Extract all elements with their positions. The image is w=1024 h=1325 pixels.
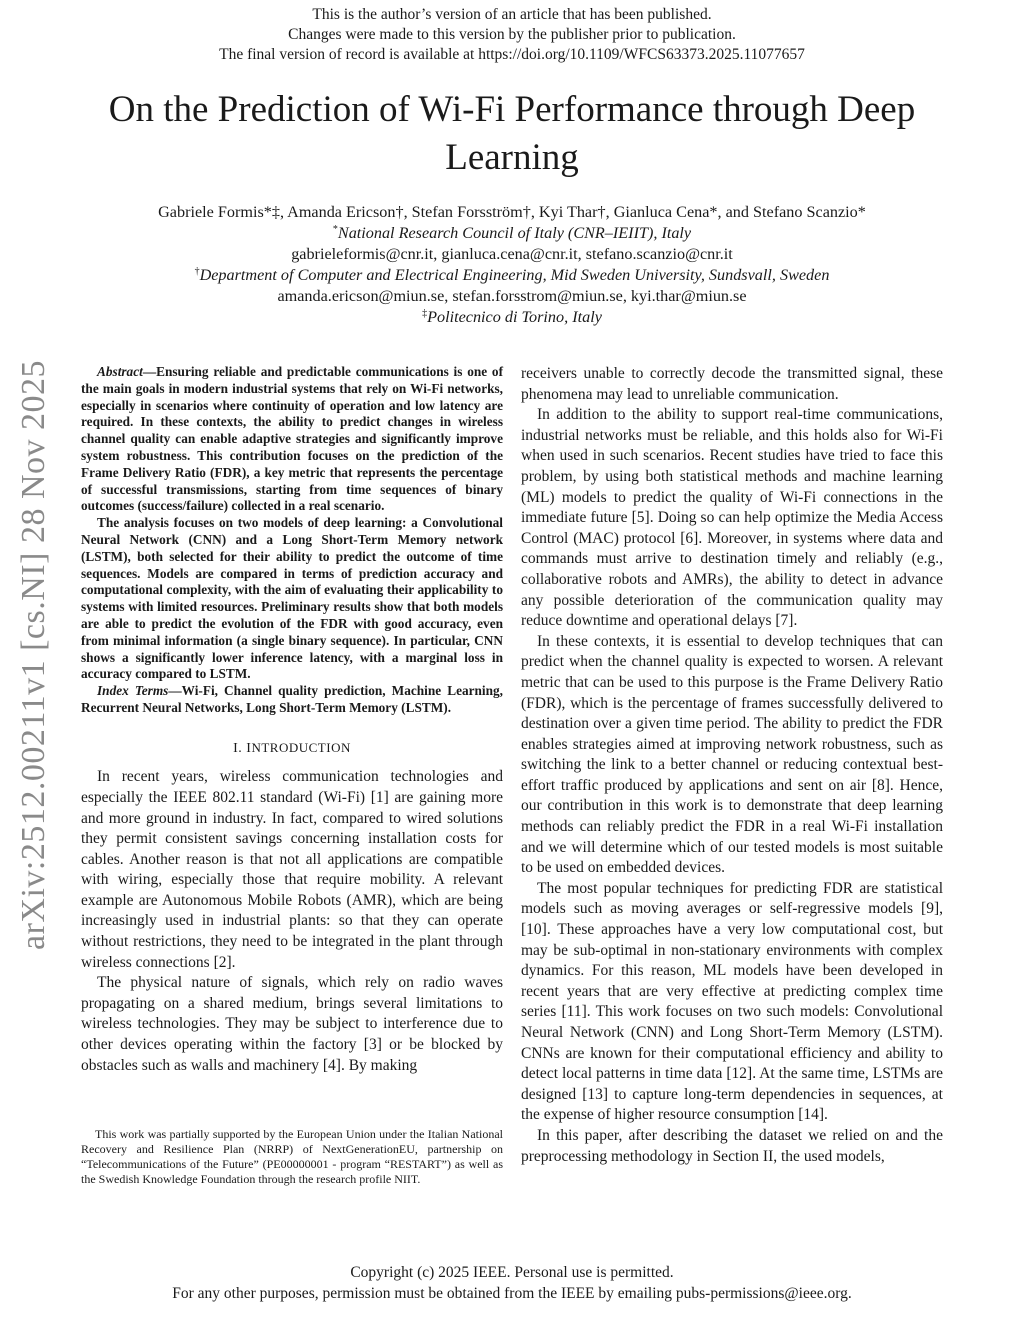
affiliation-2-mark: † <box>194 266 200 277</box>
section-heading-numeral: I. I <box>233 740 252 756</box>
introduction-body <box>81 767 503 1076</box>
funding-footnote <box>81 1127 503 1187</box>
affiliation-2 <box>0 265 1024 286</box>
index-terms <box>81 683 503 717</box>
notice-line-1: This is the author’s version of an article that has been published. <box>312 6 712 23</box>
affiliation-3-mark: ‡ <box>422 308 428 319</box>
affiliation-1 <box>0 223 1024 244</box>
author-block <box>0 202 1024 328</box>
publication-notice <box>0 5 1024 65</box>
arxiv-watermark: arXiv:2512.00211v1 [cs.NI] 28 Nov 2025 <box>15 360 52 950</box>
affiliation-3 <box>0 307 1024 328</box>
abstract-paragraph-1 <box>81 364 503 515</box>
index-terms-text: —Wi-Fi, Channel quality prediction, Machine Learning, Recurrent Neural Networks, Long Short-Term Memory (LSTM). <box>81 683 503 715</box>
copyright-notice <box>0 1262 1024 1304</box>
index-terms-label: Index Terms <box>97 683 169 699</box>
paper-title: On the Prediction of Wi-Fi Performance through Deep Learning <box>108 89 916 178</box>
abstract-label: Abstract <box>97 364 143 379</box>
left-column <box>81 364 503 1076</box>
affiliation-2-emails: amanda.ericson@miun.se, stefan.forsstrom@miun.se, kyi.thar@miun.se <box>277 287 747 305</box>
abstract-paragraph-2: The analysis focuses on two models of deep learning: a Convolutional Neural Network (CNN) and a Long Short-Term Memory network (LSTM), both selected for their ability to predict the outcome of time sequences. Models are compared in terms of prediction accuracy and computational complexity, with the aim of evaluating their applicability to systems with limited resources. Preliminary results show that both models are able to predict the evolution of the FDR with good accuracy, even from minimal information (a single binary sequence). In particular, CNN shows a significantly lower inference latency, with a marginal loss in accuracy compared to LSTM. <box>81 515 503 682</box>
intro-paragraph-1: In recent years, wireless communication technologies and especially the IEEE 802.11 standard (Wi-Fi) [1] are gaining more and more ground in industry. In fact, compared to wired solutions they permit consistent savings concerning installation costs for cables. Another reason is that not all applications are compatible with wiring, especially those that require mobility. A relevant example are Autonomous Mobile Robots (AMR), which are being increasingly used in industrial plants: so that they can operate without restrictions, they need to be integrated in the plant through wireless connections [2]. <box>81 768 503 971</box>
copyright-line-1: Copyright (c) 2025 IEEE. Personal use is permitted. <box>350 1264 674 1281</box>
section-heading-text: NTRODUCTION <box>251 739 351 755</box>
affiliation-1-emails: gabrieleformis@cnr.it, gianluca.cena@cnr.it, stefano.scanzio@cnr.it <box>291 245 733 263</box>
affiliation-1-name: National Research Council of Italy (CNR–IEIIT), Italy <box>337 224 692 242</box>
right-paragraph-3: The most popular techniques for predicting FDR are statistical models such as moving averages or self-regressive models [9], [10]. These approaches have a very low computational cost, but may be sub-optimal in non-stationary environments with complex dynamics. For this reason, ML models have been developed in recent years that are very effective at predicting complex time series [11]. This work focuses on two such models: Convolutional Neural Network (CNN) and Long Short-Term Memory (LSTM). CNNs are known for their computational efficiency and ability to detect local patterns in time data [12]. At the same time, LSTMs are designed [13] to capture long-term dependencies in sequences, at the expense of higher resource consumption [14]. <box>521 879 943 1124</box>
right-paragraph-2: In these contexts, it is essential to develop techniques that can predict when the channel quality is expected to worsen. A relevant metric that can be used to this purpose is the Frame Delivery Ratio (FDR), which is the percentage of frames successfully delivered to destination over a given time period. The ability to predict the FDR enables strategies aimed at improving network robustness, such as switching the link to a better channel or reducing contextual best-effort traffic produced by applications and sent on air [8]. Hence, our contribution in this work is to demonstrate that deep learning methods can reliably predict the FDR in a real Wi-Fi installation and we will determine which of our tested models is most suitable to be used on embedded devices. <box>521 632 943 877</box>
intro-paragraph-2: The physical nature of signals, which rely on radio waves propagating on a shared medium, brings several limitations to wireless technologies. They may be subject to interference due to other devices operating within the factory [3] or be blocked by obstacles such as walls and machinery [4]. By making <box>81 974 503 1074</box>
affiliation-3-name: Politecnico di Torino, Italy <box>427 308 602 326</box>
footnote-text: This work was partially supported by the European Union under the Italian National Recovery and Resilience Plan (NRRP) of NextGenerationEU, partnership on “Telecommunications of the Future” (PE00000001 - program “RESTART”) as well as the Swedish Knowledge Foundation through the research profile NIIT. <box>81 1127 503 1186</box>
author-names: Gabriele Formis*‡, Amanda Ericson†, Stefan Forsström†, Kyi Thar†, Gianluca Cena*, and Stefano Scanzio* <box>158 203 866 221</box>
right-paragraph-0: receivers unable to correctly decode the transmitted signal, these phenomena may lead to unreliable communication. <box>521 365 943 403</box>
abstract-text: —Ensuring reliable and predictable communications is one of the main goals in modern industrial systems that rely on Wi-Fi networks, especially in scenarios where continuity of operation and low latency are required. In these contexts, the ability to predict changes in wireless channel quality can enable adaptive strategies and significantly improve system robustness. This contribution focuses on the prediction of the Frame Delivery Ratio (FDR), a key metric that represents the percentage of successful transmissions, starting from time sequences of binary outcomes (success/failure) collected in a real scenario. <box>81 364 503 514</box>
section-heading-introduction <box>81 738 503 760</box>
right-paragraph-4: In this paper, after describing the dataset we relied on and the preprocessing methodology in Section II, the used models, <box>521 1126 943 1165</box>
right-column <box>521 364 943 1167</box>
abstract <box>81 364 503 717</box>
affiliation-1-mark: * <box>332 224 338 235</box>
copyright-line-2: For any other purposes, permission must be obtained from the IEEE by emailing pubs-permissions@ieee.org. <box>172 1285 852 1302</box>
notice-line-2: Changes were made to this version by the publisher prior to publication. <box>288 26 736 43</box>
notice-line-3: The final version of record is available at https://doi.org/10.1109/WFCS63373.2025.11077657 <box>219 46 805 63</box>
affiliation-2-name: Department of Computer and Electrical Engineering, Mid Sweden University, Sundsvall, Sweden <box>199 266 830 284</box>
right-paragraph-1: In addition to the ability to support real-time communications, industrial networks must be reliable, and this holds also for Wi-Fi when used in such scenarios. Recent studies have tried to face this problem, by using both statistical methods and machine learning (ML) models to predict the quality of Wi-Fi connections in the immediate future [5]. Doing so can help optimize the Media Access Control (MAC) protocol [6]. Moreover, in systems where data and commands must arrive to destination timely and reliably (e.g., collaborative robots and AMRs), the ability to detect in advance any possible deterioration of the communication quality may reduce downtime and operational delays [7]. <box>521 406 943 630</box>
